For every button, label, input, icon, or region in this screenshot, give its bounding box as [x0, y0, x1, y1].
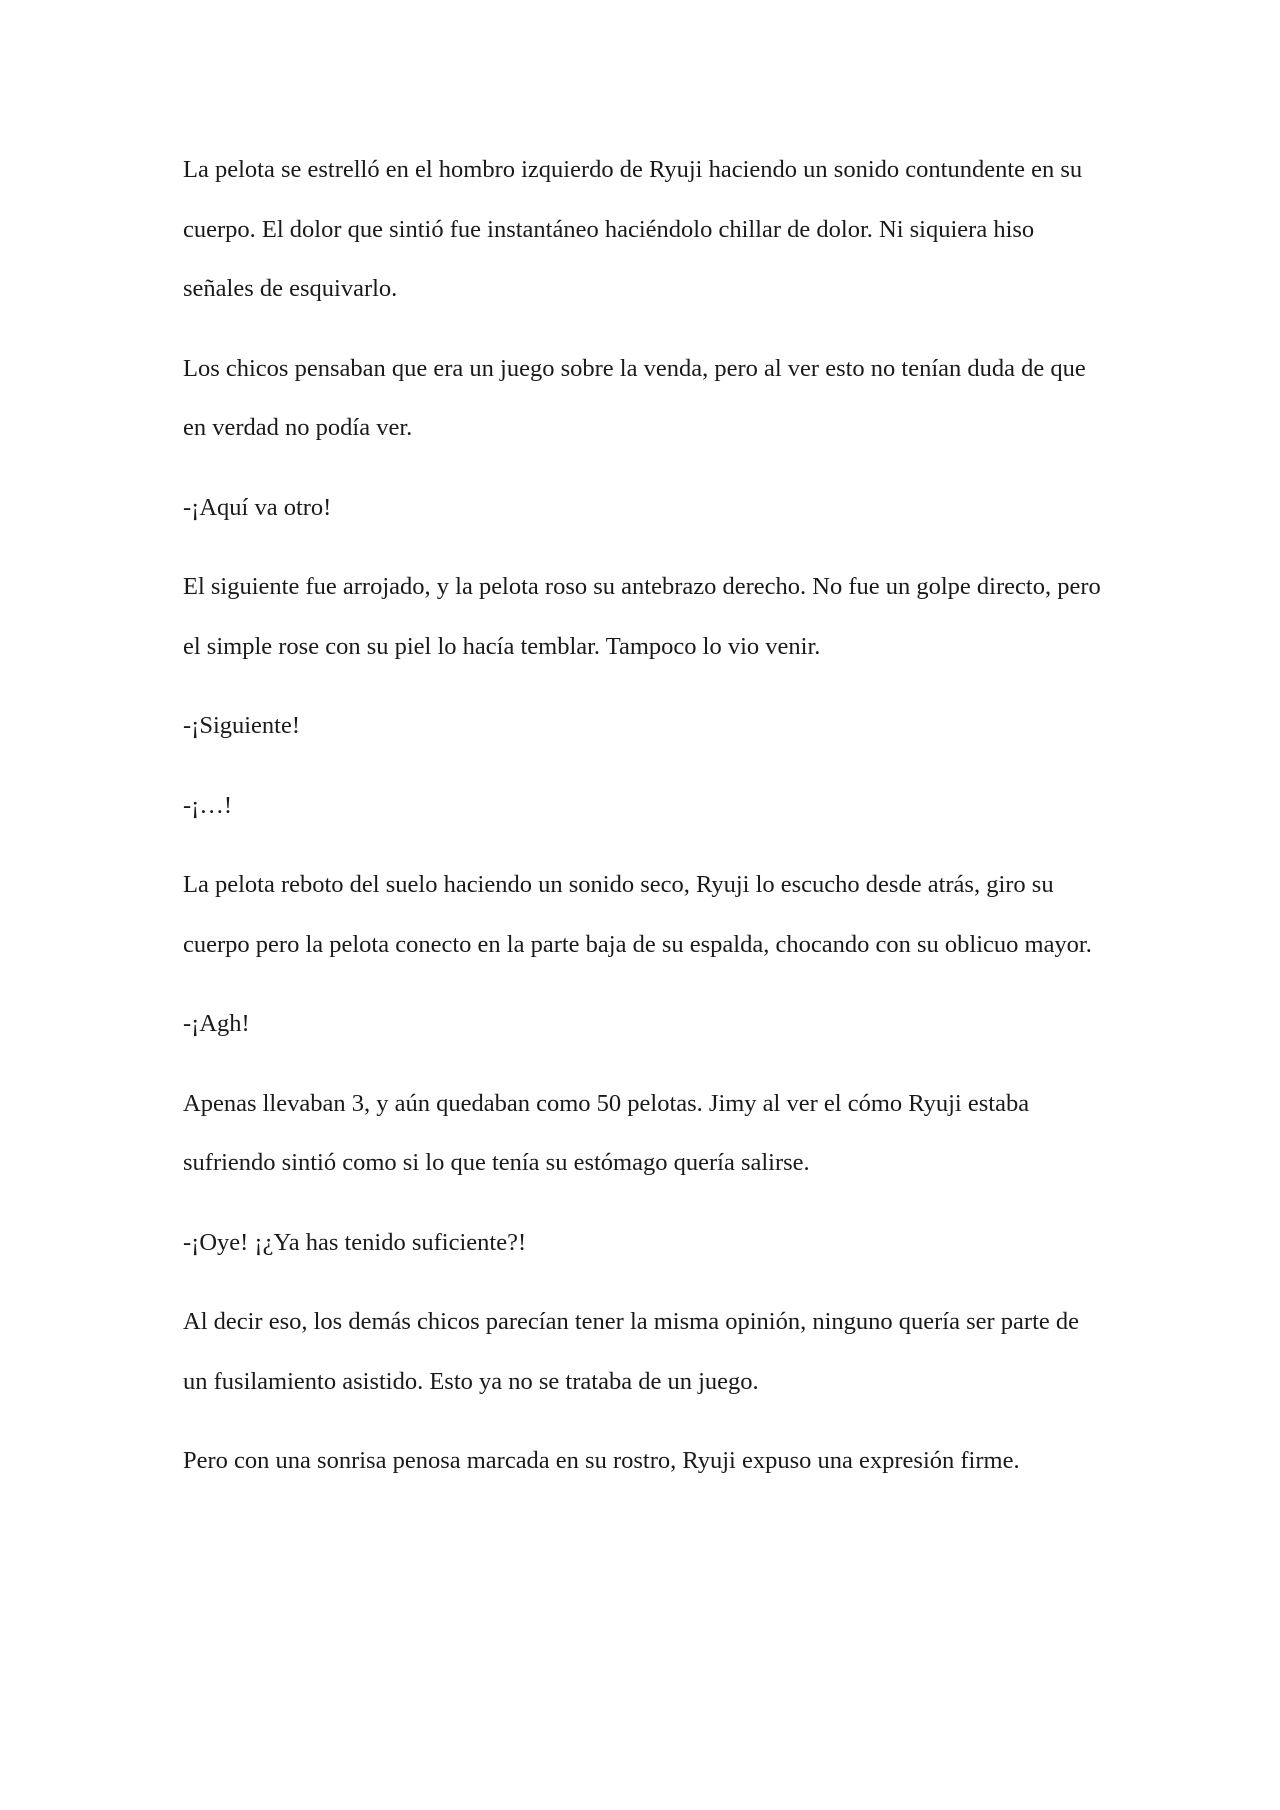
paragraph-4: La pelota reboto del suelo haciendo un sonido seco, Ryuji lo escucho desde atrás, giro su cuerpo pero la pelota conecto en la parte baja de su espalda, chocando con su oblicuo mayor.: [183, 871, 1092, 958]
paragraph-5: Apenas llevaban 3, y aún quedaban como 50 pelotas. Jimy al ver el cómo Ryuji estaba sufriendo sintió como si lo que tenía su estómago quería salirse.: [183, 1089, 1030, 1176]
dialogue-line-1: -¡Aquí va otro!: [183, 493, 332, 521]
paragraph-7: Pero con una sonrisa penosa marcada en su rostro, Ryuji expuso una expresión firme.: [183, 1447, 1020, 1474]
paragraph-3: El siguiente fue arrojado, y la pelota roso su antebrazo derecho. No fue un golpe directo, pero el simple rose con su piel lo hacía temblar. Tampoco lo vio venir.: [183, 573, 1101, 660]
dialogue-line-2: -¡Siguiente!: [183, 712, 301, 739]
dialogue-line-5: -¡Oye! ¡¿Ya has tenido suficiente?!: [183, 1228, 527, 1256]
dialogue-line-3: -¡…!: [183, 791, 232, 819]
document-page: [183, 140, 1103, 1511]
paragraph-6: Al decir eso, los demás chicos parecían tener la misma opinión, ninguno quería ser parte de un fusilamiento asistido. Esto ya no se trataba de un juego.: [183, 1308, 1079, 1395]
paragraph-1: La pelota se estrelló en el hombro izquierdo de Ryuji haciendo un sonido contundente en su cuerpo. El dolor que sintió fue instantáneo haciéndolo chillar de dolor. Ni siquiera hiso señales de esquivarlo.: [183, 156, 1083, 302]
dialogue-line-4: -¡Agh!: [183, 1010, 250, 1037]
paragraph-2: Los chicos pensaban que era un juego sobre la venda, pero al ver esto no tenían duda de que en verdad no podía ver.: [183, 354, 1086, 441]
